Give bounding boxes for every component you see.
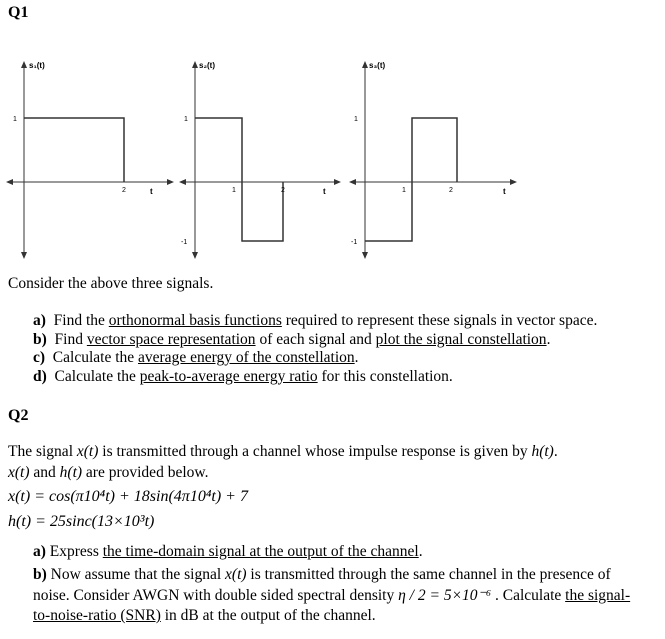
s3-waveform (365, 118, 457, 241)
s1-x-arrow-right (167, 179, 174, 185)
q1-intro: Consider the above three signals. (8, 275, 214, 292)
s3-t-label: t (503, 187, 506, 196)
s2-x-arrow-right (334, 179, 341, 185)
signal-s3-plot (345, 58, 525, 270)
s2-y-arrow-down (192, 252, 198, 259)
s1-tick-one: 1 (13, 116, 17, 123)
s1-x-arrow-left (6, 179, 13, 185)
s2-x-arrow-left (179, 179, 186, 185)
s1-tick-2: 2 (122, 187, 126, 194)
q2-part-b-line-1: b) Now assume that the signal x(t) is transmitted through the same channel in the presence of (33, 566, 611, 583)
s3-y-label: s₃(t) (369, 61, 386, 70)
s3-tick-one: 1 (354, 116, 358, 123)
s3-x-arrow-right (510, 179, 517, 185)
s3-tick-1: 1 (402, 187, 406, 194)
q1-item-c: c) Calculate the average energy of the constellation. (33, 349, 359, 366)
q1-item-b: b) Find vector space representation of each signal and plot the signal constellation. (33, 331, 551, 348)
s3-y-arrow-up (362, 61, 368, 68)
signal-s2-plot (175, 58, 350, 270)
s3-tick-2: 2 (449, 187, 453, 194)
s3-tick-minus-one: -1 (351, 239, 358, 246)
q2-heading: Q2 (8, 407, 29, 424)
s1-t-label: t (150, 187, 153, 196)
q2-line-1: The signal x(t) is transmitted through a channel whose impulse response is given by h(t). (8, 443, 558, 460)
q2-part-b-line-2: noise. Consider AWGN with double sided spectral density η / 2 = 5×10⁻⁶ . Calculate the signal- (33, 587, 631, 604)
s3-y-arrow-down (362, 252, 368, 259)
s2-waveform (195, 118, 283, 241)
s1-y-arrow-up (21, 61, 27, 68)
q2-line-2: x(t) and h(t) are provided below. (8, 464, 209, 481)
equation-h: h(t) = 25sinc(13×10³t) (8, 513, 155, 530)
s2-tick-1: 1 (232, 187, 236, 194)
s1-waveform (24, 118, 124, 182)
s2-t-label: t (323, 187, 326, 196)
q2-part-b-line-3: to-noise-ratio (SNR) in dB at the output of the channel. (33, 607, 376, 624)
q2-part-a: a) Express the time-domain signal at the output of the channel. (33, 543, 423, 560)
s2-y-arrow-up (192, 61, 198, 68)
equation-x: x(t) = cos(π10⁴t) + 18sin(4π10⁴t) + 7 (8, 488, 248, 505)
s1-y-label: s₁(t) (29, 61, 45, 70)
signal-s1-plot (0, 58, 190, 270)
q1-heading: Q1 (8, 4, 29, 21)
s2-y-label: s₂(t) (199, 61, 215, 70)
q1-item-d: d) Calculate the peak-to-average energy ratio for this constellation. (33, 368, 453, 385)
q1-item-a: a) Find the orthonormal basis functions required to represent these signals in vector space. (33, 312, 598, 329)
s2-tick-2: 2 (281, 187, 285, 194)
s3-x-arrow-left (349, 179, 356, 185)
s1-y-arrow-down (21, 252, 27, 259)
s2-tick-minus-one: -1 (181, 239, 188, 246)
s2-tick-one: 1 (184, 116, 188, 123)
